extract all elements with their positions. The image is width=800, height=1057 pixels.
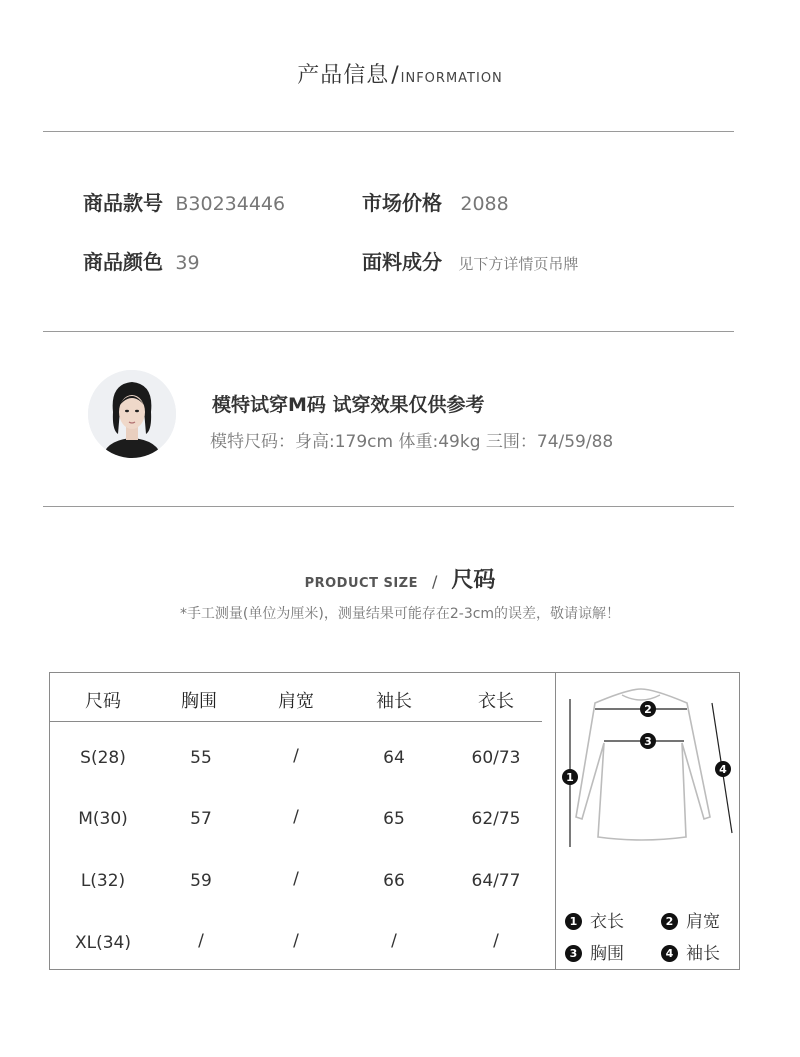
table-cell: / [391,931,397,951]
header-sleeve: 袖长 [376,691,412,712]
table-cell: 62/75 [471,809,521,829]
info-section-title [0,58,800,89]
svg-text:2: 2 [644,703,652,716]
style-number-label: 商品款号 [83,191,163,215]
legend-shoulder [661,907,720,932]
svg-text:1: 1 [566,771,574,784]
table-cell: / [293,869,299,889]
style-number-row [83,187,285,216]
legend-number-3: 3 [565,945,582,962]
legend-sleeve [661,939,720,964]
divider-middle [43,331,734,332]
table-cell: 55 [190,748,212,768]
header-size: 尺码 [85,691,121,712]
table-cell: 60/73 [471,748,521,768]
table-cell: / [198,931,204,951]
legend-label-sleeve: 袖长 [686,944,720,964]
header-shoulder: 肩宽 [278,691,314,712]
legend-label-chest: 胸围 [590,944,624,964]
svg-text:4: 4 [719,763,727,776]
size-measurement-note: *手工测量(单位为厘米)，测量结果可能存在2-3cm的误差，敬请谅解！ [179,606,621,622]
table-cell: / [493,931,499,951]
model-measurements: 模特尺码：身高:179cm 体重:49kg 三围：74/59/88 [210,432,614,452]
legend-chest [565,939,624,964]
price-row [362,187,509,216]
table-divider [555,673,556,969]
info-title-zh: 产品信息 [297,63,390,88]
table-cell: L(32) [80,871,126,891]
size-title-en: PRODUCT SIZE [304,576,418,591]
style-number-value: B30234446 [175,193,286,215]
legend-label-shoulder: 肩宽 [686,912,720,932]
divider-top [43,131,734,132]
table-cell: 64/77 [471,871,521,891]
size-title-slash: / [431,572,438,591]
table-cell: / [293,807,299,827]
legend-number-2: 2 [661,913,678,930]
fabric-value: 见下方详情页吊牌 [458,255,579,273]
size-table [49,672,740,970]
info-title-en: INFORMATION [400,71,503,86]
legend-label-length: 衣长 [590,912,624,932]
info-title-slash: / [391,63,399,88]
table-cell: / [293,931,299,951]
legend-number-1: 1 [565,913,582,930]
size-title-zh: 尺码 [451,568,496,593]
header-length: 衣长 [478,691,514,712]
table-cell: 64 [383,748,405,768]
model-avatar [88,370,176,458]
legend-length [565,907,624,932]
color-label: 商品颜色 [83,250,163,274]
svg-text:3: 3 [644,735,652,748]
table-cell: M(30) [78,809,128,829]
table-cell: 59 [190,871,212,891]
price-value: 2088 [460,193,509,215]
table-cell: / [293,746,299,766]
header-chest: 胸围 [181,691,217,712]
legend-number-4: 4 [661,945,678,962]
size-section-title [0,563,800,594]
fabric-row [362,246,578,275]
table-cell: XL(34) [74,933,131,953]
color-row [83,246,200,275]
divider-bottom [43,506,734,507]
garment-measurement-diagram [558,677,738,857]
table-cell: 66 [383,871,405,891]
price-label: 市场价格 [362,191,442,215]
table-cell: 65 [383,809,405,829]
color-value: 39 [175,252,200,274]
fabric-label: 面料成分 [362,250,442,274]
model-fit-note: 模特试穿M码 试穿效果仅供参考 [212,394,485,416]
table-cell: S(28) [80,748,126,768]
table-cell: 57 [190,809,212,829]
table-header-line [50,721,542,722]
